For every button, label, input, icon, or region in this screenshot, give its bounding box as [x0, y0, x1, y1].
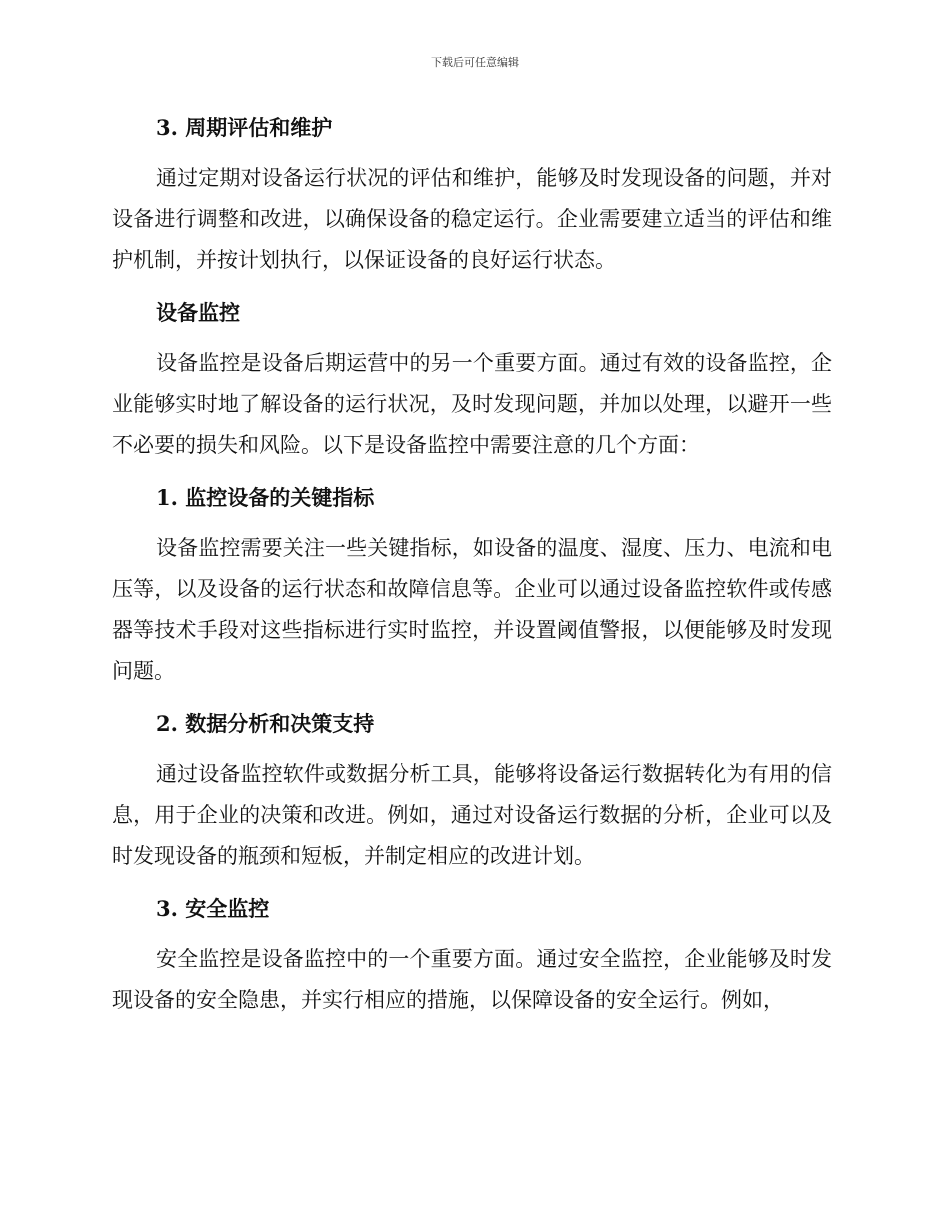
paragraph-equipment-monitoring: 设备监控是设备后期运营中的另一个重要方面。通过有效的设备监控，企业能够实时地了解设备的运行状况，及时发现问题，并加以处理，以避开一些不必要的损失和风险。以下是设备监控中需要注意的几个方面：	[112, 351, 832, 457]
page-header: 下载后可任意编辑	[431, 56, 519, 69]
paragraph-periodic-maintenance: 通过定期对设备运行状况的评估和维护，能够及时发现设备的问题，并对设备进行调整和改进，以确保设备的稳定运行。企业需要建立适当的评估和维护机制，并按计划执行，以保证设备的良好运行状态。	[112, 166, 832, 272]
section-heading-periodic-maintenance: 3. 周期评估和维护	[156, 115, 333, 140]
paragraph-data-analysis: 通过设备监控软件或数据分析工具，能够将设备运行数据转化为有用的信息，用于企业的决策和改进。例如，通过对设备运行数据的分析，企业可以及时发现设备的瓶颈和短板，并制定相应的改进计划。	[112, 762, 832, 868]
paragraph-safety-monitoring: 安全监控是设备监控中的一个重要方面。通过安全监控，企业能够及时发现设备的安全隐患，并实行相应的措施，以保障设备的安全运行。例如，	[112, 947, 832, 1012]
paragraph-key-indicators: 设备监控需要关注一些关键指标，如设备的温度、湿度、压力、电流和电压等，以及设备的运行状态和故障信息等。企业可以通过设备监控软件或传感器等技术手段对这些指标进行实时监控，并设置阈值警报，以便能够及时发现问题。	[112, 536, 832, 683]
section-heading-data-analysis: 2. 数据分析和决策支持	[156, 711, 375, 736]
section-heading-safety-monitoring: 3. 安全监控	[156, 896, 270, 921]
section-heading-equipment-monitoring: 设备监控	[156, 300, 240, 325]
document-body	[112, 108, 832, 1021]
section-heading-key-indicators: 1. 监控设备的关键指标	[156, 485, 375, 510]
